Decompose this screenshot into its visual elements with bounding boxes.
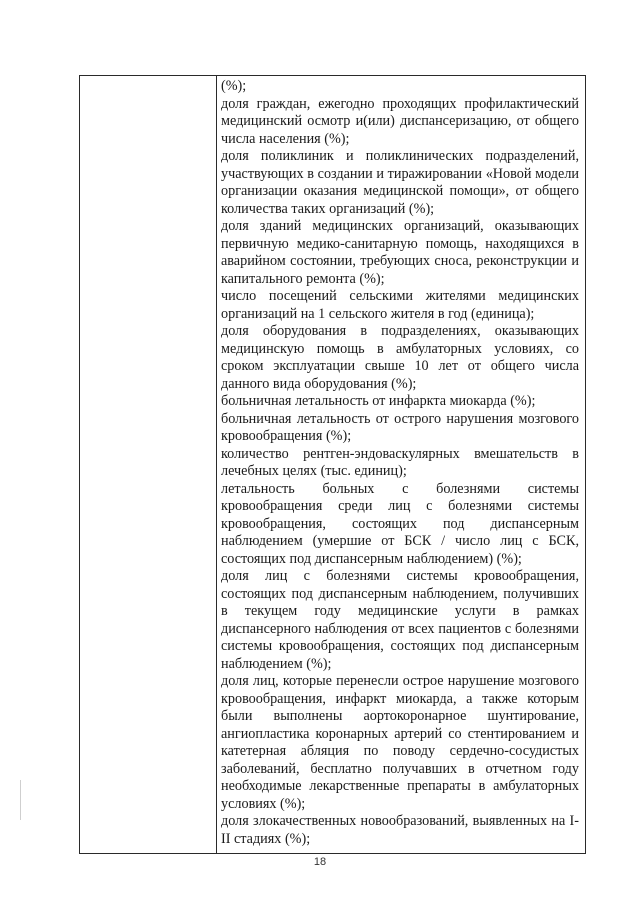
scan-artifact: [20, 780, 21, 820]
table-left-column: [80, 76, 217, 853]
table-frame: [79, 75, 586, 854]
indicator-item: доля зданий медицинских организаций, оказывающих первичную медико-санитарную помощь, находящихся в аварийном состоянии, требующих сноса, реконструкции и капитального ремонта (%);: [221, 218, 579, 287]
indicator-item: доля граждан, ежегодно проходящих профилактический медицинский осмотр и(или) диспансеризацию, от общего числа населения (%);: [221, 95, 579, 147]
indicator-item: больничная летальность от острого нарушения мозгового кровообращения (%);: [221, 410, 579, 444]
indicator-item: доля поликлиник и поликлинических подразделений, участвующих в создании и тиражировании «Новой модели организации оказания медицинской помощи», от общего количества таких организаций (%);: [221, 148, 579, 217]
indicator-item: доля злокачественных новообразований, выявленных на I-II стадиях (%);: [221, 813, 579, 847]
indicator-list: [221, 78, 579, 848]
indicator-item: доля лиц с болезнями системы кровообращения, состоящих под диспансерным наблюдением, получивших в текущем году медицинские услуги в рамках диспансерного наблюдения от всех пациентов с болезнями системы кровообращения, состоящих под диспансерным наблюдением (%);: [221, 568, 579, 672]
indicator-item: количество рентген-эндоваскулярных вмешательств в лечебных целях (тыс. единиц);: [221, 445, 579, 479]
indicator-item: доля лиц, которые перенесли острое нарушение мозгового кровообращения, инфаркт миокарда, а также которым были выполнены аортокоронарное шунтирование, ангиопластика коронарных артерий со стентированием и катетерная абляция по поводу сердечно-сосудистых заболеваний, бесплатно получавших в отчетном году необходимые лекарственные препараты в амбулаторных условиях (%);: [221, 673, 579, 812]
indicator-item: больничная летальность от инфаркта миокарда (%);: [221, 393, 536, 409]
indicator-item: доля оборудования в подразделениях, оказывающих медицинскую помощь в амбулаторных условиях, со сроком эксплуатации свыше 10 лет от общего числа данного вида оборудования (%);: [221, 323, 579, 392]
indicator-item: летальность больных с болезнями системы кровообращения среди лиц с болезнями системы кровообращения, состоящих под диспансерным наблюдением (умершие от БСК / число лиц с БСК, состоящих под диспансерным наблюдением) (%);: [221, 480, 579, 567]
table-right-column: [217, 76, 587, 853]
page-number: 18: [313, 856, 327, 868]
indicator-item: число посещений сельскими жителями медицинских организаций на 1 сельского жителя в год (единица);: [221, 288, 579, 322]
indicator-item: (%);: [221, 78, 247, 94]
